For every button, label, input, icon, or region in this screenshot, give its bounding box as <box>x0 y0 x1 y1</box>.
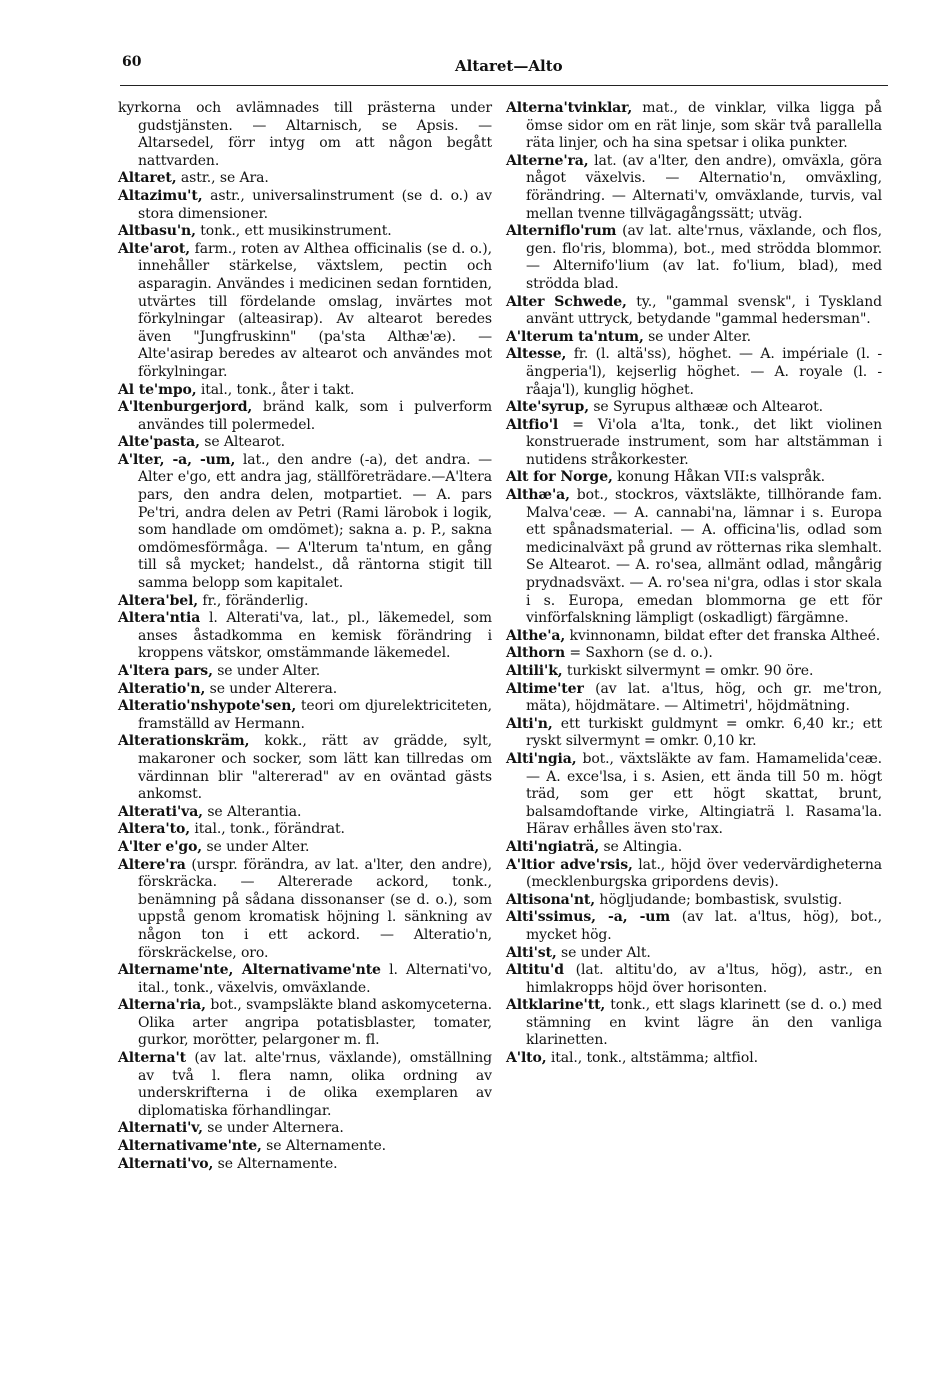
entry-definition: lat. (av a'lter, den andre), omväxla, göra något växelvis. — Alternatio'n, omväxling, förändring. — Alternati'v, omväxlande, turvis, val mellan tvenne tillvägagångssätt; utväg. <box>526 152 882 222</box>
entry-headword: Altime'ter <box>506 680 584 697</box>
entry-headword: Altere'ra <box>118 856 186 873</box>
entry-headword: A'lter, -a, -um, <box>118 451 236 468</box>
entry-headword: Alterna't <box>118 1050 187 1067</box>
entry-headword: Altazimu't, <box>118 187 203 204</box>
dictionary-entry <box>118 1156 492 1174</box>
entry-definition: ett turkiskt guldmynt = omkr. 6,40 kr.; ett ryskt silvermynt = omkr. 0,10 kr. <box>526 715 882 750</box>
entry-headword: Althe'a, <box>506 627 566 644</box>
entry-headword: Altbasu'n, <box>118 223 196 240</box>
entry-headword: Alte'arot, <box>118 240 190 257</box>
dictionary-entry <box>118 1138 492 1156</box>
dictionary-entry <box>118 698 492 733</box>
entry-headword: Alteratio'n, <box>118 680 206 697</box>
entry-definition: högljudande; bombastisk, svulstig. <box>595 891 843 908</box>
entry-definition: se under Alt. <box>556 944 651 961</box>
entry-definition: konung Håkan VII:s valspråk. <box>612 469 825 486</box>
entry-headword: Altitu'd <box>506 962 564 979</box>
entry-definition: (av lat. a'ltus, hög), bot., mycket hög. <box>526 909 883 943</box>
dictionary-entry <box>118 663 492 681</box>
entry-definition: = Vi'ola a'lta, tonk., det likt violinen konstruerade instrument, som har altstämman i nutidens stråkorkester. <box>526 416 882 468</box>
page-number: 60 <box>122 54 142 70</box>
entry-headword: kyrkorna och avlämnades till prästerna under gudstjänsten. — Altarnisch, se Apsis. — Altarsedel, förr intyg om att någon begått nattvarden. <box>118 100 492 169</box>
entry-headword: A'lto, <box>506 1050 547 1067</box>
entry-headword: A'ltior adve'rsis, <box>506 856 633 873</box>
dictionary-entry <box>506 417 882 470</box>
entry-headword: Altera'to, <box>118 821 190 838</box>
dictionary-entry <box>506 346 882 399</box>
entry-definition: (lat. altitu'do, av a'ltus, hög), astr., en himlakropps höjd över horisonten. <box>526 962 882 996</box>
dictionary-entry <box>118 681 492 699</box>
entry-definition: ital., tonk., altstämma; altfiol. <box>546 1050 758 1067</box>
dictionary-entry <box>118 593 492 611</box>
dictionary-entry <box>118 804 492 822</box>
entry-definition: (av lat. a'ltus, hög, och gr. me'tron, mäta), höjdmätare. — Altimetri', höjdmätning. <box>526 680 882 715</box>
entry-definition: se Alternamente. <box>213 1155 338 1172</box>
dictionary-entry <box>506 645 882 663</box>
entry-definition: se Syrupus althææ och Altearot. <box>588 399 823 416</box>
entry-definition: ty., "gammal svensk", i Tyskland använt uttryck, betydande "gammal hedersman". <box>526 293 882 328</box>
entry-headword: Altername'nte, Alternativame'nte <box>118 962 381 979</box>
dictionary-entry <box>118 241 492 382</box>
dictionary-entry <box>118 733 492 803</box>
entry-definition: se under Alter. <box>212 663 321 679</box>
entry-headword: Alter Schwede, <box>506 293 627 310</box>
entry-definition: (urspr. förändra, av lat. a'lter, den andre), förskräcka. — Altererade ackord, tonk., benämning på sådana dissonanser (se d. o.), som uppstå genom kromatisk höjning l. sänkning av någon ton i ett ackord. — Alteratio'n, förskräckelse, oro. <box>138 856 492 961</box>
entry-headword: Altili'k, <box>506 663 563 679</box>
dictionary-entry <box>118 997 492 1050</box>
entry-definition: se under Alter. <box>202 838 310 855</box>
entry-headword: Altera'ntia <box>118 610 201 627</box>
entry-definition: se Altingia. <box>599 838 683 855</box>
dictionary-entry <box>118 170 492 188</box>
entry-headword: Alte'syrup, <box>506 399 589 416</box>
entry-headword: Alt for Norge, <box>506 469 613 486</box>
entry-headword: Alterna'tvinklar, <box>506 100 633 116</box>
entry-definition: = Saxhorn (se d. o.). <box>565 645 713 662</box>
entry-headword: Alti'st, <box>506 944 557 961</box>
entry-definition: bot., växtsläkte av fam. Hamamelida'ceæ. — A. exce'lsa, i s. Asien, ett ända till 50 m. högt träd, som ger ett högt skattat, brunt, balsamdoftande virke, Altingiaträ l. Rasama'la. Härav erhålles även sto'rax. <box>526 750 882 838</box>
entry-definition: se Altearot. <box>199 434 286 451</box>
entry-headword: Alternati'vo, <box>118 1155 214 1172</box>
entry-headword: A'lterum ta'ntum, <box>506 328 644 345</box>
entry-definition: (av lat. alte'rnus, växlande), omställning av två l. flera namn, olika ordning av underskrifterna i de olika exemplaren av diplomatiska förhandlingar. <box>138 1050 492 1119</box>
entry-definition: se under Alternera. <box>202 1120 344 1137</box>
entry-definition: se under Alter. <box>643 328 752 345</box>
entry-headword: Al te'mpo, <box>118 381 197 398</box>
dictionary-entry <box>118 382 492 400</box>
entry-headword: Alterniflo'rum <box>506 223 617 240</box>
entry-headword: Alti'ssimus, -a, -um <box>506 909 671 926</box>
entry-definition: turkiskt silvermynt = omkr. 90 öre. <box>562 663 814 679</box>
entry-definition: se Alterantia. <box>202 803 302 820</box>
entry-headword: Alterati'va, <box>118 803 203 820</box>
dictionary-entry <box>506 962 882 997</box>
dictionary-entry <box>506 751 882 839</box>
dictionary-entry <box>506 681 882 716</box>
dictionary-entry <box>506 857 882 892</box>
entry-headword: Alterna'ria, <box>118 997 206 1014</box>
dictionary-entry <box>506 294 882 329</box>
entry-definition: teori om djurelektriciteten, framställd av Hermann. <box>138 698 492 732</box>
dictionary-entry <box>118 857 492 963</box>
entry-definition: lat., den andre (-a), det andra. — Alter e'go, ett andra jag, ställföreträdare.—A'ltera pars, den andra delen, motpartiet. — A. pars Pe'tri, andra delen av Petri (Rami lärobok i logik, som handlade om omdömet); sakna a. p. P., sakna omdömesförmåga. — A'lterum ta'ntum, en gång till så mycket; handelst., då räntorna stigit till samma belopp som kapitalet. <box>138 451 492 592</box>
right-column <box>506 100 882 1068</box>
entry-headword: Altesse, <box>506 346 567 363</box>
entry-headword: Alternati'v, <box>118 1120 203 1137</box>
entry-definition: (av lat. alte'rnus, växlande, och flos, gen. flo'ris, blomma), bot., med strödda blommor. — Alternifo'lium (av lat. fo'lium, blad), med strödda blad. <box>526 223 882 292</box>
entry-headword: Althæ'a, <box>506 487 570 504</box>
entry-headword: Alterne'ra, <box>506 152 589 169</box>
entry-definition: ital., tonk., förändrat. <box>189 821 345 838</box>
entry-headword: Altaret, <box>118 170 177 187</box>
entry-definition: se Alternamente. <box>261 1138 386 1155</box>
entry-definition: kokk., rätt av grädde, sylt, makaroner och socker, som lätt kan tillredas om värdinnan blir "altererad" av en oväntad gästs ankomst. <box>138 733 492 803</box>
dictionary-entry <box>506 628 882 646</box>
entry-definition: bot., stockros, växtsläkte, tillhörande fam. Malva'ceæ. — A. cannabi'na, lämnar i s. Europa ett spånadsmaterial. — A. officina'lis, odlad som medicinalväxt på grund av rötternas rika slemhalt. Se Altearot. — A. ro'sea, allmänt odlad, mångårig prydnadsväxt. — A. ro'sea ni'gra, odlas i stor skala i s. Europa, emedan blommorna ge ett för vinförfalskning lämpligt (oskadligt) färgämne. <box>526 487 882 627</box>
dictionary-entry <box>506 716 882 751</box>
entry-definition: bot., svampsläkte bland askomyceterna. Olika arter angripa potatisblaster, tomater, gurkor, morötter, pelargoner m. fl. <box>138 997 492 1049</box>
left-column <box>118 100 492 1173</box>
dictionary-entry <box>506 945 882 963</box>
dictionary-entry <box>506 892 882 910</box>
dictionary-entry <box>506 469 882 487</box>
header-rule <box>120 85 888 86</box>
dictionary-entry <box>118 610 492 663</box>
entry-headword: Althorn <box>506 645 566 662</box>
entry-definition: tonk., ett slags klarinett (se d. o.) med stämning en kvint lägre än den vanliga klarinetten. <box>526 997 882 1049</box>
dictionary-entry <box>506 663 882 681</box>
entry-definition: se under Alterera. <box>205 680 338 697</box>
dictionary-entry <box>118 100 492 170</box>
dictionary-entry <box>118 1120 492 1138</box>
dictionary-entry <box>118 399 492 434</box>
dictionary-entry <box>506 100 882 153</box>
entry-headword: Alti'ngia, <box>506 750 577 767</box>
entry-headword: Altisona'nt, <box>506 891 596 908</box>
entry-headword: Altfio'l <box>506 416 559 433</box>
dictionary-entry <box>118 962 492 997</box>
dictionary-entry <box>506 909 882 944</box>
dictionary-entry <box>506 1050 882 1068</box>
entry-definition: fr. (l. altä'ss), höghet. — A. impériale (l. - ängperia'l), kejserlig höghet. — A. royale (l. - råaja'l), kunglig höghet. <box>526 346 882 398</box>
entry-definition: lat., höjd över vedervärdigheterna (mecklenburgska gripordens devis). <box>526 856 883 891</box>
entry-definition: mat., de vinklar, vilka ligga på ömse sidor om en rät linje, som skär två parallella räta linjer, och ha sina spetsar i olika punkter. <box>526 100 882 152</box>
entry-definition: kvinnonamn, bildat efter det franska Altheé. <box>565 627 881 644</box>
entry-headword: Alti'n, <box>506 715 553 732</box>
entry-headword: Alternativame'nte, <box>118 1138 262 1155</box>
entry-definition: fr., föränderlig. <box>198 592 309 609</box>
entry-headword: A'lter e'go, <box>118 838 203 855</box>
dictionary-entry <box>506 329 882 347</box>
dictionary-entry <box>506 487 882 628</box>
entry-headword: Alteratio'nshypote'sen, <box>118 698 297 715</box>
entry-definition: ital., tonk., åter i takt. <box>196 381 355 398</box>
entry-definition: astr., se Ara. <box>176 170 269 187</box>
entry-definition: bränd kalk, som i pulverform användes till polermedel. <box>138 399 492 433</box>
dictionary-entry <box>118 434 492 452</box>
entry-headword: Altera'bel, <box>118 592 199 609</box>
entry-headword: A'ltenburgerjord, <box>118 399 253 416</box>
dictionary-entry <box>118 1050 492 1120</box>
dictionary-entry <box>506 399 882 417</box>
entry-definition: l. Alterati'va, lat., pl., läkemedel, som anses åstadkomma en kemisk förändring i kroppens vätskor, omstämmande läkemedel. <box>138 610 492 662</box>
entry-definition: astr., universalinstrument (se d. o.) av stora dimensioner. <box>138 187 492 222</box>
dictionary-entry <box>506 997 882 1050</box>
running-head: Altaret—Alto <box>455 57 563 75</box>
entry-definition: farm., roten av Althea officinalis (se d. o.), innehåller stärkelse, växtslem, pectin och asparagin. Användes i medicinen sedan forntiden, utvärtes till fördelande omslag, invärtes mot förkylningar (alteasirap). Av altearot beredes även "Jungfruskinn" (pa'sta Althæ'æ). — Alte'asirap beredes av altearot och användes mot förkylningar. <box>138 240 492 380</box>
entry-headword: Alterationskräm, <box>118 733 250 750</box>
dictionary-entry <box>118 452 492 593</box>
dictionary-entry <box>506 839 882 857</box>
entry-headword: Alte'pasta, <box>118 434 200 451</box>
entry-definition: tonk., ett musikinstrument. <box>195 223 392 240</box>
dictionary-entry <box>118 821 492 839</box>
entry-definition: l. Alternati'vo, ital., tonk., växelvis, omväxlande. <box>138 962 492 996</box>
dictionary-entry <box>118 839 492 857</box>
dictionary-entry <box>118 188 492 223</box>
dictionary-entry <box>118 223 492 241</box>
entry-headword: Altklarine'tt, <box>506 997 606 1014</box>
dictionary-entry <box>506 153 882 223</box>
entry-headword: A'ltera pars, <box>118 663 213 679</box>
entry-headword: Alti'ngiaträ, <box>506 838 600 855</box>
dictionary-entry <box>506 223 882 293</box>
